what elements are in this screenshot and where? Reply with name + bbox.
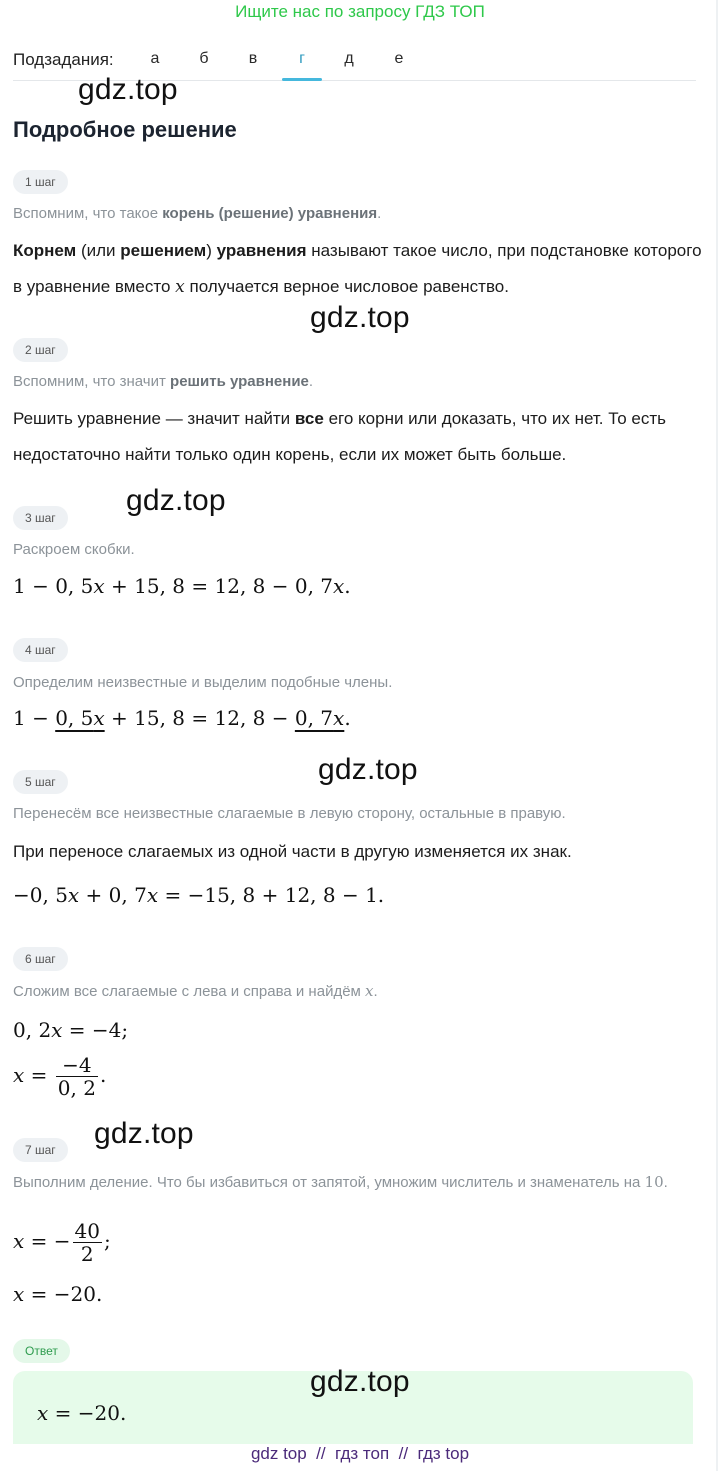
step-hint: Раскроем скобки. [13,541,135,558]
answer-equation: x = −20. [37,1401,127,1425]
step-badge: 6 шаг [13,947,68,971]
tab-v[interactable]: в [248,50,258,67]
step-badge: 1 шаг [13,170,68,194]
step-hint: Перенесём все неизвестные слагаемые в левую сторону, остальные в правую. [13,805,566,822]
step-hint: Вспомним, что такое корень (решение) уравнения. [13,205,382,222]
equation: 1 − 0, 5x + 15, 8 = 12, 8 − 0, 7x. [13,574,351,598]
step-hint: Выполним деление. Что бы избавиться от запятой, умножим числитель и знаменатель на 10. [13,1173,668,1191]
tab-e[interactable]: е [394,50,404,67]
step-text: При переносе слагаемых из одной части в другую изменяется их знак. [13,842,572,861]
fraction: $\frac{40}{2}$ [74,1219,100,1266]
footer-links[interactable]: gdz top // гдз топ // гдз top [250,1444,470,1463]
watermark: gdz.top [94,1117,194,1150]
solution-title: Подробное решение [13,117,237,142]
watermark: gdz.top [310,1365,410,1398]
step-badge: 4 шаг [13,638,68,662]
subtask-tabs-label: Подзадания: [13,50,114,69]
step-text: Решить уравнение — значит найти все его корни или доказать, что их нет. То есть недостаточно найти только один корень, если их может быть больше. [13,409,667,464]
tab-g[interactable]: г [299,50,305,67]
watermark: gdz.top [78,73,178,106]
tab-a[interactable]: а [150,50,160,67]
step-badge: 7 шаг [13,1138,68,1162]
step-text: Корнем (или решением) уравнения называют такое число, при подстановке которого в уравнение вместо x получается верное числовое равенство. [13,241,702,297]
equation-highlighted: 1 − 0, 5x + 15, 8 = 12, 8 − 0, 7x. [13,706,351,730]
watermark: gdz.top [318,753,418,786]
step-badge: 5 шаг [13,770,68,794]
step-badge: 3 шаг [13,506,68,530]
step-hint: Сложим все слагаемые с лева и справа и найдём x. [13,982,378,1000]
active-tab-indicator [282,78,322,81]
step-badge: 2 шаг [13,338,68,362]
answer-badge: Ответ [13,1339,70,1363]
tab-d[interactable]: д [344,50,354,67]
step-hint: Вспомним, что значит решить уравнение. [13,373,314,390]
equation: 0, 2x = −4; [13,1018,129,1042]
equation: x = −20. [13,1282,103,1306]
watermark: gdz.top [310,301,410,334]
tab-b[interactable]: б [199,50,209,67]
page-edge-line [716,0,718,1471]
equation: −0, 5x + 0, 7x = −15, 8 + 12, 8 − 1. [13,883,385,907]
search-banner[interactable]: Ищите нас по запросу ГДЗ ТОП [235,2,485,21]
watermark: gdz.top [126,484,226,517]
fraction: $\frac{-4}{0, 2}$ [57,1053,96,1100]
step-hint: Определим неизвестные и выделим подобные члены. [13,674,393,691]
equation-fraction: x = − $\frac{40}{2}$ ; [13,1219,111,1266]
equation-fraction: x = $\frac{-4}{0, 2}$ . [13,1053,107,1100]
